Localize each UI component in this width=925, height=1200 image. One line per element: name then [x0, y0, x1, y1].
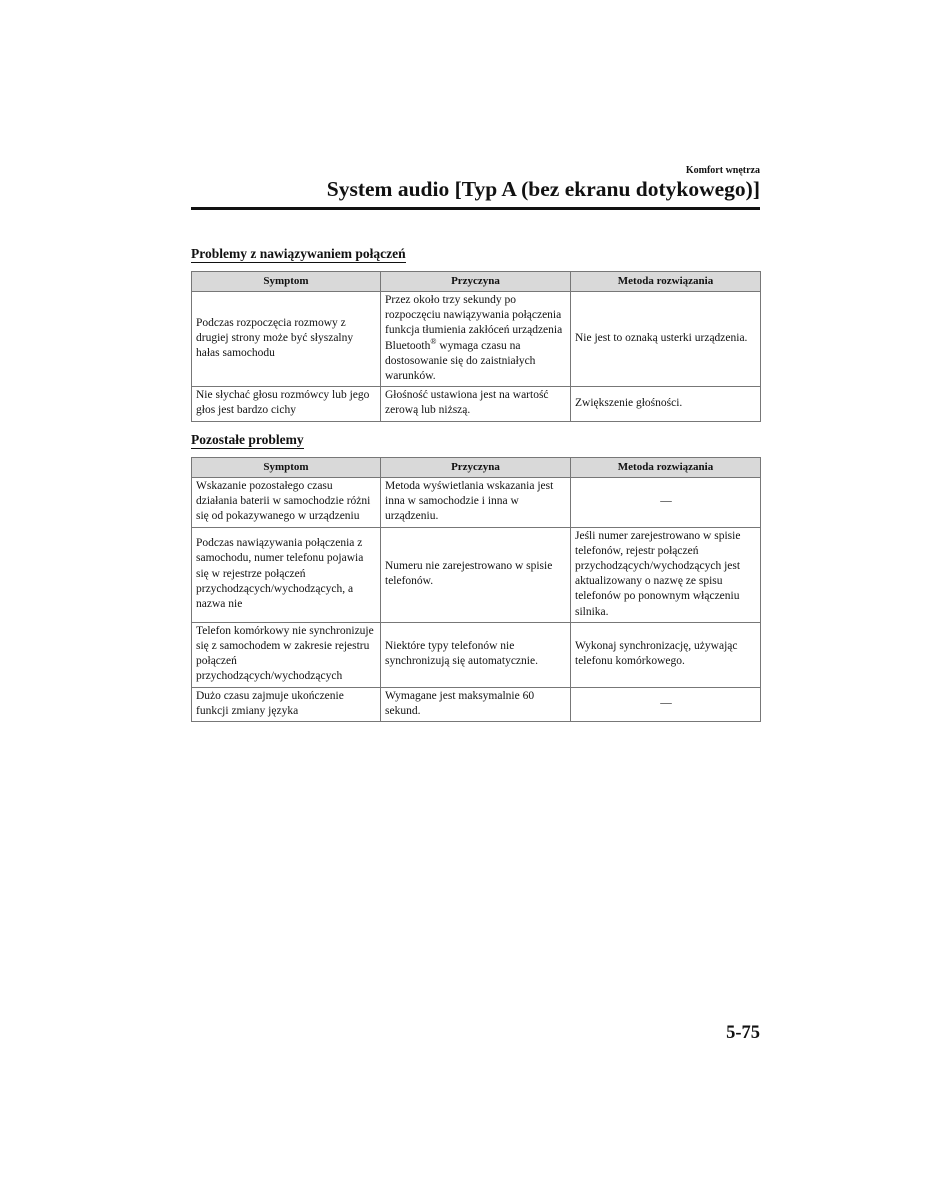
page-number: 5-75 [726, 1023, 760, 1043]
solution-cell: Wykonaj synchronizację, używając telefonu komórkowego. [571, 622, 761, 687]
column-header-symptom: Symptom [192, 458, 381, 478]
symptom-cell: Podczas nawiązywania połączenia z samochodu, numer telefonu pojawia się w rejestrze połączeń przychodzących/wychodzących, a nazwa nie [192, 527, 381, 622]
solution-cell: Nie jest to oznaką usterki urządzenia. [571, 292, 761, 387]
table-header-row [192, 458, 761, 478]
column-header-solution: Metoda rozwiązania [571, 458, 761, 478]
symptom-cell: Podczas rozpoczęcia rozmowy z drugiej strony może być słyszalny hałas samochodu [192, 292, 381, 387]
cause-text-continued: wymaga czasu na dostosowanie się do zaistniałych warunków. [385, 339, 536, 383]
page-title: System audio [Typ A (bez ekranu dotykowego)] [326, 177, 760, 201]
solution-cell: Zwiększenie głośności. [571, 387, 761, 421]
column-header-symptom: Symptom [192, 272, 381, 292]
cause-cell [381, 292, 571, 387]
solution-cell: — [571, 687, 761, 721]
column-header-cause: Przyczyna [381, 458, 571, 478]
cause-cell: Wymagane jest maksymalnie 60 sekund. [381, 687, 571, 721]
solution-cell: Jeśli numer zarejestrowano w spisie telefonów, rejestr połączeń przychodzących/wychodzących jest aktualizowany o nazwę ze spisu telefonów po ponownym włączeniu silnika. [571, 527, 761, 622]
table-row [192, 387, 761, 421]
registered-mark: ® [430, 336, 437, 346]
table-row [192, 527, 761, 622]
title-rule [191, 207, 760, 210]
section-heading-connection-problems: Problemy z nawiązywaniem połączeń [191, 246, 406, 261]
symptom-cell: Dużo czasu zajmuje ukończenie funkcji zmiany języka [192, 687, 381, 721]
table-row [192, 292, 761, 387]
table-header-row [192, 272, 761, 292]
cause-cell: Metoda wyświetlania wskazania jest inna w samochodzie i inna w urządzeniu. [381, 478, 571, 528]
column-header-cause: Przyczyna [381, 272, 571, 292]
table-row [192, 478, 761, 528]
connection-problems-table [191, 271, 761, 422]
cause-cell: Numeru nie zarejestrowano w spisie telefonów. [381, 527, 571, 622]
section-heading-other-problems: Pozostałe problemy [191, 432, 304, 447]
cause-cell: Głośność ustawiona jest na wartość zerową lub niższą. [381, 387, 571, 421]
column-header-solution: Metoda rozwiązania [571, 272, 761, 292]
cause-cell: Niektóre typy telefonów nie synchronizują się automatycznie. [381, 622, 571, 687]
table-row [192, 622, 761, 687]
other-problems-table [191, 457, 761, 722]
symptom-cell: Wskazanie pozostałego czasu działania baterii w samochodzie różni się od pokazywanego w urządzeniu [192, 478, 381, 528]
table-row [192, 687, 761, 721]
symptom-cell: Nie słychać głosu rozmówcy lub jego głos jest bardzo cichy [192, 387, 381, 421]
solution-cell: — [571, 478, 761, 528]
header-category: Komfort wnętrza [685, 165, 760, 176]
cause-text: Przez około trzy sekundy po rozpoczęciu nawiązywania połączenia funkcja tłumienia zakłóceń urządzenia Bluetooth [385, 294, 563, 352]
symptom-cell: Telefon komórkowy nie synchronizuje się z samochodem w zakresie rejestru połączeń przychodzących/wychodzących [192, 622, 381, 687]
